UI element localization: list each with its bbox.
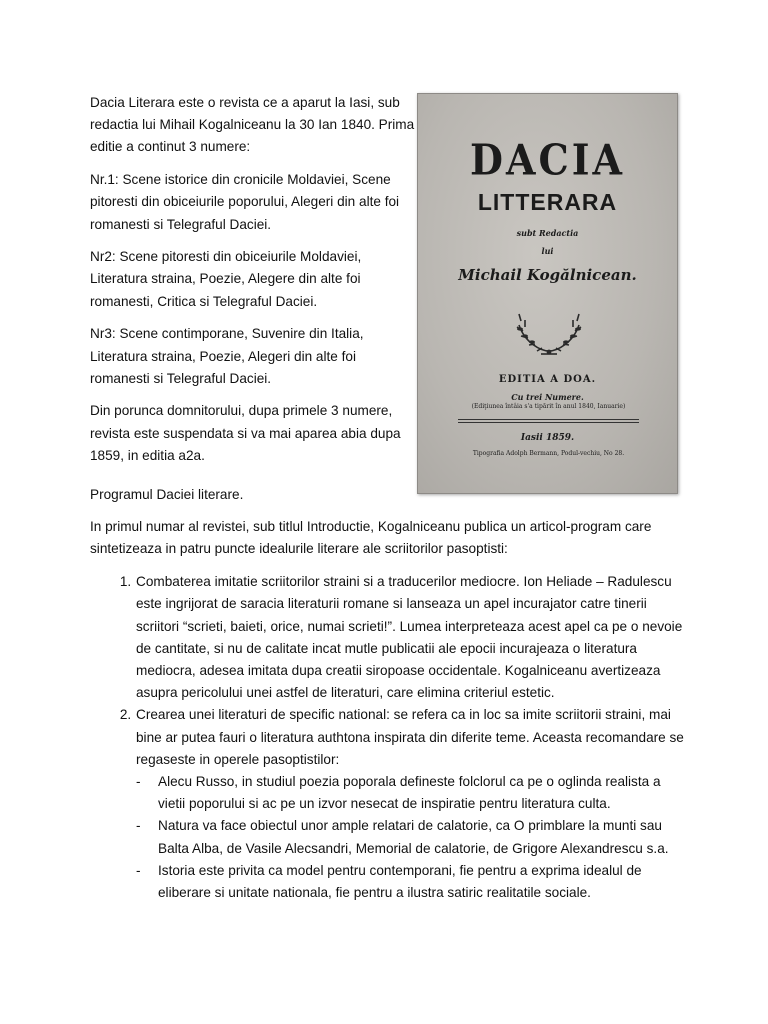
dash-bullet: - (136, 773, 141, 789)
sub-list-item-text: Alecu Russo, in studiul poezia poporala defineste folclorul ca pe o oglinda realista a vietii poporului si ac pe un izvor nesecat de inspiratie pentru literatura culta. (158, 773, 661, 812)
intro-paragraph-3: Nr2: Scene pitoresti din obiceiurile Moldaviei, Literatura straina, Poezie, Alegere din alte foi romanesti, Critica si Telegraful Daciei. (90, 249, 362, 309)
magazine-cover-image (417, 93, 678, 494)
cover-title-line-2: LITTERARA (477, 189, 618, 215)
program-section (90, 484, 690, 904)
dash-bullet: - (136, 862, 141, 878)
cover-volume-detail: (Ediţiunea întâia s'a tipărit în anul 1840, Ianuarie) (471, 403, 626, 410)
list-item (135, 704, 690, 904)
cover-author: Michail Kogălnicean. (458, 266, 637, 284)
sub-list-item-text: Natura va face obiectul unor ample relatari de calatorie, ca O primblare la munti sau Balta Alba, de Vasile Alecsandri, Memorial de calatorie, de Grigore Alexandrescu s.a. (158, 818, 669, 856)
program-points-list (90, 571, 690, 904)
cover-sub-redactia: subt Redactia (516, 228, 579, 238)
cover-title-line-1: DACIA (470, 134, 625, 185)
intro-paragraph-5: Din porunca domnitorului, dupa primele 3 numere, revista este suspendata si va mai aparea abia dupa 1859, in editia a2a. (90, 403, 401, 463)
sub-list-item (136, 815, 690, 859)
section-heading: Programul Daciei literare. (90, 487, 244, 502)
intro-column (90, 92, 416, 478)
sub-list-item (136, 860, 690, 904)
cover-printer: Tipografia Adolph Bermann, Podul-vechiu, No 28. (472, 450, 625, 457)
cover-lui: lui (541, 246, 554, 256)
cover-edition: EDITIA A DOA. (498, 374, 597, 385)
intro-paragraph-4: Nr3: Scene contimporane, Suvenire din Italia, Literatura straina, Poezie, Alegeri din alte foi romanesti si Telegraful Daciei. (90, 326, 364, 386)
list-item-text: Crearea unei literaturi de specific national: se refera ca in loc sa imite scriitorii straini, mai bine ar putea fauri o literatura authtona inspirata din diferite teme. Aceasta recomandare se regaseste in operele pasoptistilor: (136, 707, 684, 767)
cover-volume: Cu trei Numere. (511, 392, 584, 402)
sub-list-item-text: Istoria este privita ca model pentru contemporani, fie pentru a exprima idealul de eliberare si unitate nationala, fie pentru a ilustra satiric realitatile sociale. (158, 862, 642, 900)
sub-list-item (136, 771, 690, 815)
section-intro: In primul numar al revistei, sub titlul Introductie, Kogalniceanu publica un articol-program care sintetizeaza in patru puncte idealurile literare ale scriitorilor pasoptisti: (90, 519, 652, 557)
sub-list (136, 771, 690, 904)
dash-bullet: - (136, 818, 141, 834)
intro-paragraph-2: Nr.1: Scene istorice din cronicile Moldaviei, Scene pitoresti din obiceiurile poporului, Alegeri din alte foi romanesti si Telegraful Daciei. (90, 172, 400, 232)
cover-city-year: Iasii 1859. (520, 433, 575, 443)
intro-paragraph-1: Dacia Literara este o revista ce a aparut la Iasi, sub redactia lui Mihail Kogalniceanu la 30 Ian 1840. Prima editie a continut 3 numere: (90, 95, 415, 155)
cover-rule-bottom (458, 422, 639, 423)
cover-rule-top (458, 419, 639, 420)
wreath-icon (511, 307, 587, 357)
list-item: 1. Combaterea imitatie scriitorilor straini si a traducerilor mediocre. Ion Heliade – Radulescu este ingrijorat de saracia literaturii romane si lanseaza un apel incurajator catre tinerii scriitori “scrieti, baieti, orice, numai scrieti!”. Lumea interpreteaza acest apel ca pe o nevoie de cantitate, si nu de calitate incat mutle publicatii ale epocii incurajeaza o literatura mediocra, adesea imitata dupa creatii siropoase occidentale. Kogalniceanu avertizeaza asupra pericolului unei astfel de literaturi, care elimina criteriul estetic. (135, 571, 690, 704)
